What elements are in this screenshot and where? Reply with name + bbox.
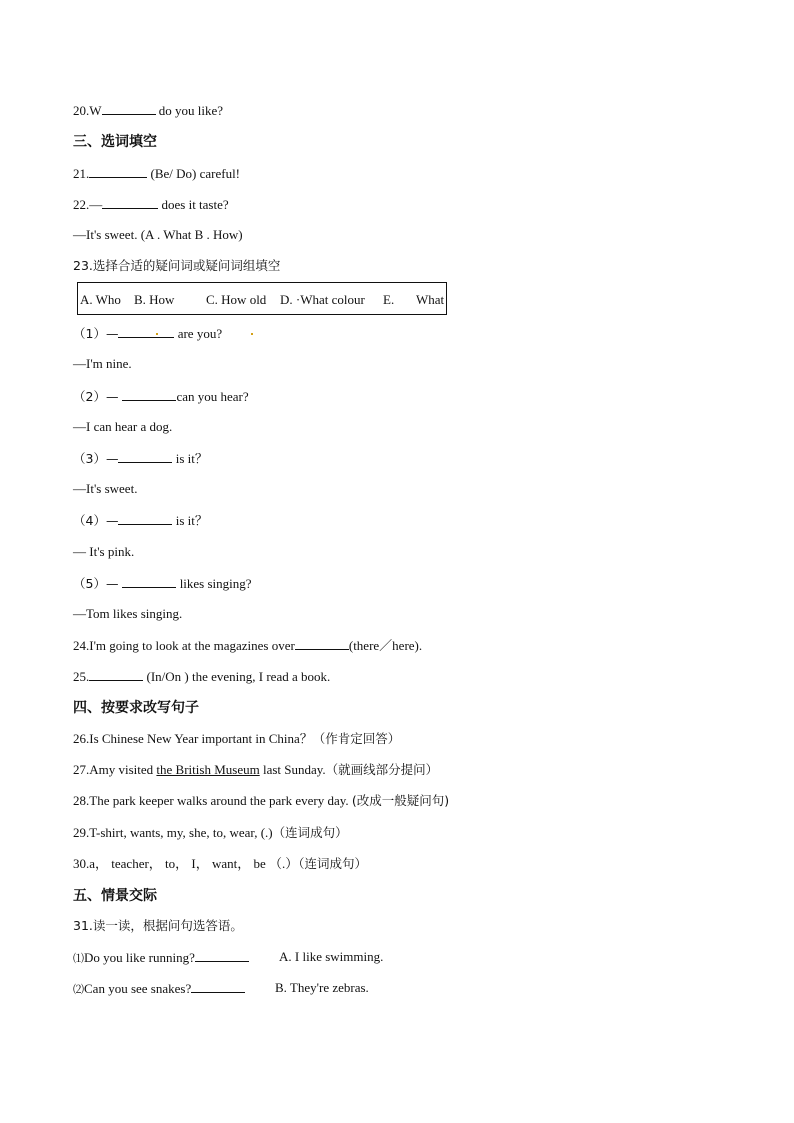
answer-blank[interactable] — [118, 325, 174, 338]
question-instruction: （作肯定回答） — [312, 731, 401, 746]
option-a-answer: A. I like swimming. — [279, 949, 384, 964]
item-text: is it？ — [172, 451, 208, 466]
answer-blank[interactable] — [122, 575, 176, 588]
answer-blank[interactable] — [118, 450, 172, 463]
question-number: 20.W — [73, 103, 102, 118]
question-instruction: （连词成句） — [298, 856, 368, 871]
question-number: 22.— — [73, 197, 103, 212]
item-text: is it？ — [172, 513, 208, 528]
question-text: 28.The park keeper walks around the park every day. — [73, 793, 349, 808]
question-29 — [73, 825, 348, 841]
question-text: 29.T-shirt, wants, my, she, to, wear, (.) — [73, 825, 273, 840]
item-question: Do you like running? — [84, 950, 195, 965]
question-23-answer-5: —Tom likes singing. — [73, 606, 183, 621]
item-text: are you? — [174, 326, 223, 341]
question-instruction: （就画线部分提问） — [325, 762, 439, 777]
question-23-title: 23.选择合适的疑问词或疑问词组填空 — [73, 258, 281, 273]
item-label: （5）— — [73, 576, 123, 591]
question-text: 24.I'm going to look at the magazines over — [73, 638, 295, 653]
question-23-item-5 — [73, 575, 252, 592]
question-23-item-4 — [73, 512, 208, 529]
answer-blank[interactable] — [118, 512, 172, 525]
question-23-item-2 — [73, 388, 249, 405]
question-23-answer-2: —I can hear a dog. — [73, 419, 173, 434]
option-box — [77, 282, 447, 315]
section-heading-5: 五、情景交际 — [73, 888, 157, 904]
question-text: do you like? — [155, 103, 224, 118]
answer-blank[interactable] — [191, 980, 245, 993]
stray-dot — [156, 333, 158, 335]
answer-blank[interactable] — [295, 637, 349, 650]
item-number: ⑵ — [73, 984, 84, 996]
question-26 — [73, 731, 400, 747]
item-text: likes singing? — [176, 576, 252, 591]
item-label: （2）— — [73, 389, 123, 404]
option-e: E. — [383, 292, 395, 307]
question-text: (Be/ Do) careful! — [147, 166, 241, 181]
question-text: 30.a， teacher， to， I， want， be （.） — [73, 856, 299, 871]
answer-blank[interactable] — [89, 165, 147, 178]
item-label: （1）— — [73, 326, 119, 341]
question-23-item-3 — [73, 450, 208, 467]
question-number: 21. — [73, 166, 90, 181]
question-24 — [73, 637, 422, 654]
question-23-answer-4: — It's pink. — [73, 544, 135, 559]
answer-blank[interactable] — [89, 668, 143, 681]
question-22-answer: —It's sweet. (A . What B . How) — [73, 227, 243, 242]
question-text: 26.Is Chinese New Year important in China？ — [73, 731, 313, 746]
question-23-answer-1: —I'm nine. — [73, 356, 132, 371]
question-31-title: 31.读一读，根据问句选答语。 — [73, 918, 243, 933]
item-number: ⑴ — [73, 953, 84, 965]
option-e-word: What — [416, 292, 445, 307]
answer-blank[interactable] — [195, 949, 249, 962]
question-23-item-1 — [73, 325, 222, 342]
question-23-answer-3: —It's sweet. — [73, 481, 138, 496]
underlined-phrase: the British Museum — [156, 762, 260, 777]
stray-dot — [251, 333, 253, 335]
question-27 — [73, 762, 438, 778]
question-instruction: （连词成句） — [272, 825, 348, 840]
answer-blank[interactable] — [102, 196, 158, 209]
question-31-item-1 — [73, 949, 249, 967]
question-22 — [73, 196, 229, 213]
section-heading-3: 三、选词填空 — [73, 134, 157, 150]
item-question: Can you see snakes? — [84, 981, 192, 996]
option-b-answer: B. They're zebras. — [275, 980, 369, 995]
answer-blank[interactable] — [122, 388, 176, 401]
question-text: 27.Amy visited — [73, 762, 157, 777]
question-25 — [73, 668, 330, 685]
option-c: C. How old — [206, 292, 267, 307]
question-text-tail: (there／here). — [348, 638, 423, 653]
question-text: does it taste? — [158, 197, 229, 212]
question-text: (In/On ) the evening, I read a book. — [143, 669, 331, 684]
question-30 — [73, 856, 367, 872]
question-21 — [73, 165, 240, 182]
question-text-tail: last Sunday. — [259, 762, 326, 777]
question-number: 25. — [73, 669, 90, 684]
question-20 — [73, 102, 223, 119]
option-d: D. ·What colour — [280, 292, 365, 307]
question-31-item-2 — [73, 980, 245, 998]
item-label: （4）— — [73, 513, 119, 528]
item-label: （3）— — [73, 451, 119, 466]
item-text: can you hear? — [176, 389, 249, 404]
section-heading-4: 四、按要求改写句子 — [73, 700, 199, 716]
option-b: B. How — [134, 292, 175, 307]
question-instruction: (改成一般疑问句) — [351, 793, 450, 808]
answer-blank[interactable] — [102, 102, 156, 115]
question-28 — [73, 793, 449, 809]
option-a: A. Who — [80, 292, 121, 307]
